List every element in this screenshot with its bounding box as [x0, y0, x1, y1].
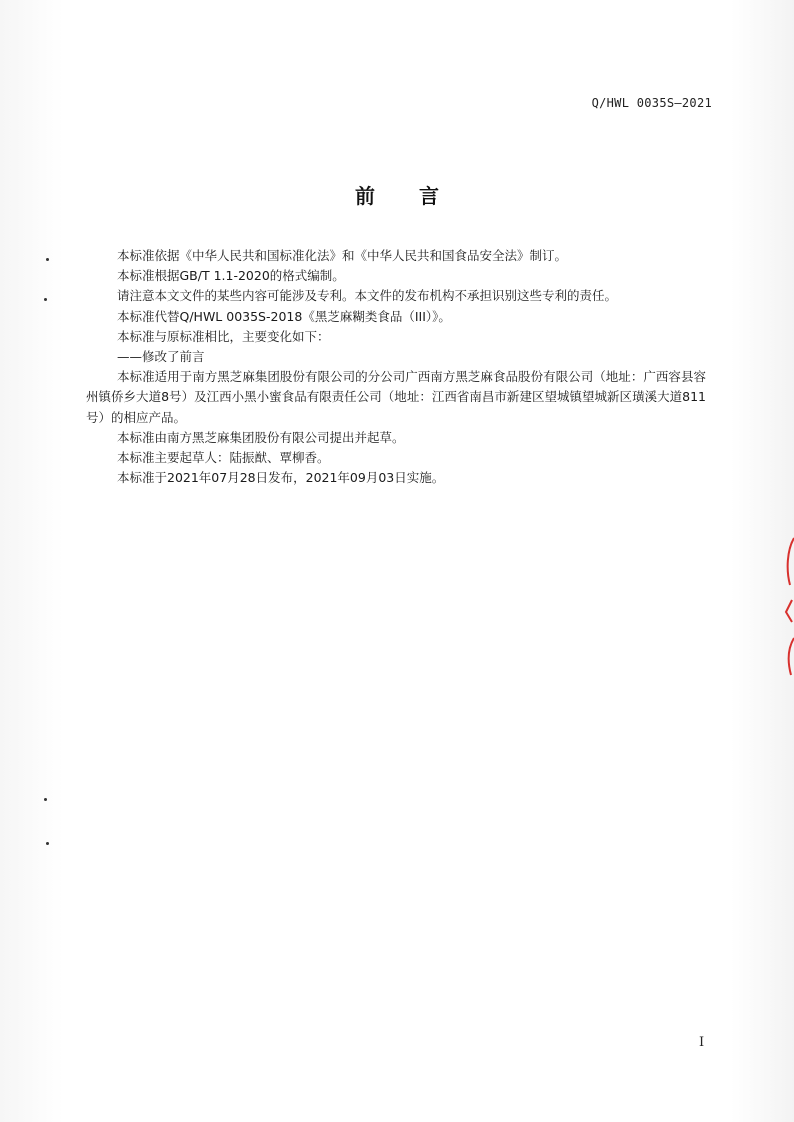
paragraph-changes-intro: 本标准与原标准相比，主要变化如下：	[117, 328, 330, 344]
scan-speck	[44, 798, 47, 801]
page-title: 前言	[355, 184, 483, 208]
paragraph-proposer: 本标准由南方黑芝麻集团股份有限公司提出并起草。	[117, 429, 405, 445]
paragraph-format: 本标准根据GB/T 1.1-2020的格式编制。	[117, 268, 345, 284]
scan-speck	[46, 842, 49, 845]
paragraph-change-item: ——修改了前言	[117, 349, 205, 365]
paragraph-drafters: 本标准主要起草人：陆振猷、覃柳香。	[117, 450, 330, 466]
foreword-body	[86, 246, 706, 488]
page-number: I	[699, 1035, 705, 1050]
paragraph-replaces: 本标准代替Q/HWL 0035S-2018《黑芝麻糊类食品（III）》。	[117, 308, 451, 324]
paragraph-patent-notice: 请注意本文文件的某些内容可能涉及专利。本文件的发布机构不承担识别这些专利的责任。	[117, 288, 618, 304]
scan-speck	[44, 298, 47, 301]
scan-speck	[46, 258, 49, 261]
document-code: Q/HWL 0035S—2021	[591, 96, 712, 110]
paragraph-dates: 本标准于2021年07月28日发布，2021年09月03日实施。	[117, 470, 445, 486]
paragraph-legal-basis: 本标准依据《中华人民共和国标准化法》和《中华人民共和国食品安全法》制订。	[117, 248, 568, 263]
paragraph-scope: 本标准适用于南方黑芝麻集团股份有限公司的分公司广西南方黑芝麻食品股份有限公司（地址：广西容县容州镇侨乡大道8号）及江西小黑小蜜食品有限责任公司（地址：江西省南昌市新建区望城镇望城新区璜溪大道811号）的相应产品。	[86, 369, 706, 425]
red-seal-edge-icon	[782, 530, 794, 680]
